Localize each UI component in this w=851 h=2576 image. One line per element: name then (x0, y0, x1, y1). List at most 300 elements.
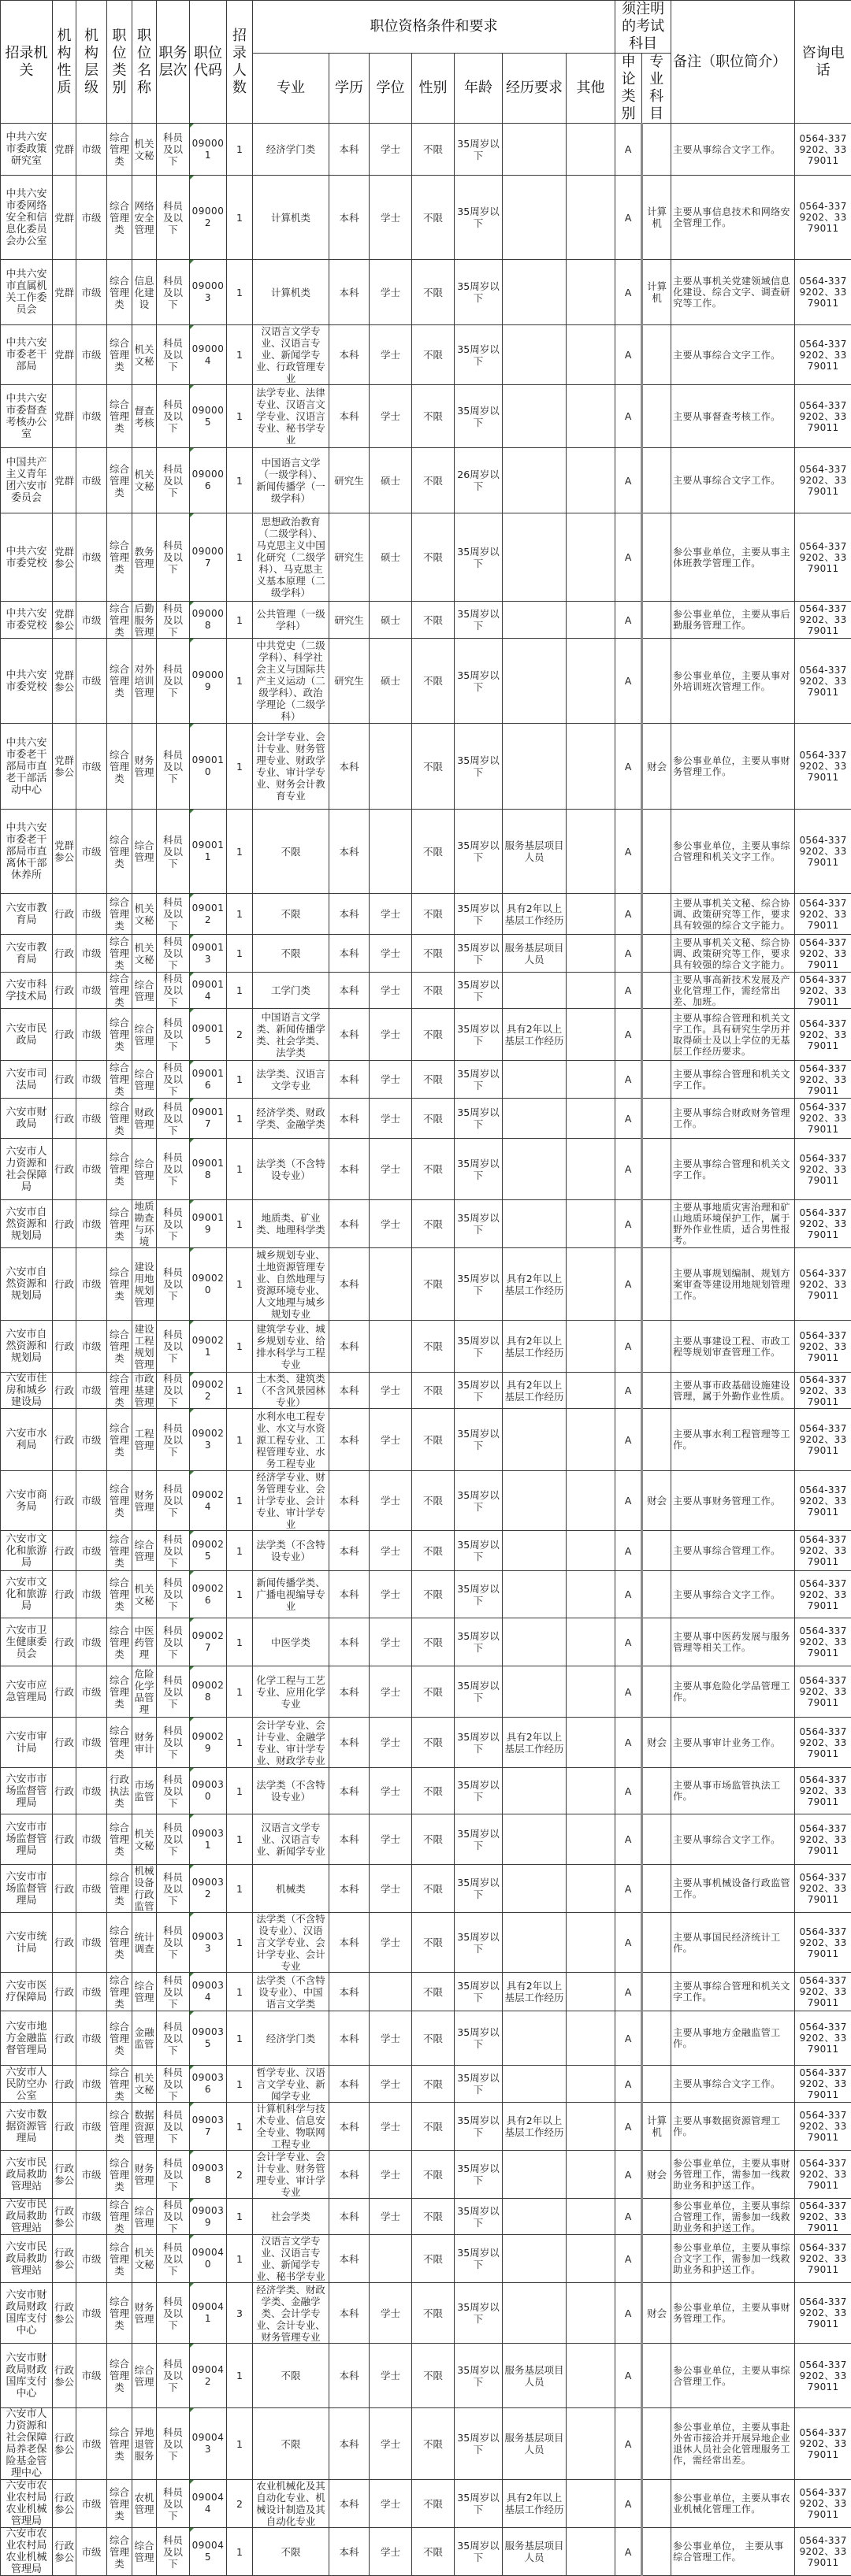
cell-rank: 科员及以下 (157, 2344, 190, 2408)
table-row (1, 2528, 851, 2576)
cell-count: 1 (227, 1618, 253, 1666)
cell-nature: 行政 (53, 1321, 76, 1373)
cell-gender: 不限 (412, 1373, 455, 1409)
table-row (1, 260, 851, 325)
cell-rank: 科员及以下 (157, 448, 190, 513)
cell-gender: 不限 (412, 385, 455, 448)
cell-org: 六安市人力资源和社会保障局 (1, 1139, 53, 1200)
cell-position: 财务管理 (132, 724, 157, 810)
cell-age: 35周岁以下 (455, 2235, 503, 2283)
cell-category: 综合管理类 (107, 513, 132, 602)
cell-essay-type: A (615, 1973, 642, 2011)
cell-nature: 行政 (53, 935, 76, 973)
table-row (1, 1768, 851, 1814)
cell-level: 市级 (76, 2480, 107, 2528)
cell-other (567, 935, 615, 973)
cell-org: 六安市人民防空办公室 (1, 2066, 53, 2103)
cell-count: 1 (227, 513, 253, 602)
cell-age: 35周岁以下 (455, 1373, 503, 1409)
cell-degree: 学士 (370, 1768, 412, 1814)
cell-code: 090019 (190, 1200, 227, 1248)
cell-level: 市级 (76, 724, 107, 810)
cell-count: 1 (227, 1373, 253, 1409)
table-row (1, 2235, 851, 2283)
cell-nature: 行政 (53, 1666, 76, 1718)
cell-essay-type: A (615, 639, 642, 724)
cell-experience: 服务基层项目人员 (503, 935, 567, 973)
cell-experience: 具有2年以上基层工作经历 (503, 1248, 567, 1321)
cell-count: 1 (227, 1248, 253, 1321)
cell-position: 网络安全管理 (132, 176, 157, 260)
cell-level: 市级 (76, 1061, 107, 1099)
cell-nature: 行政 (53, 1200, 76, 1248)
cell-degree: 学士 (370, 1099, 412, 1139)
cell-experience (503, 2066, 567, 2103)
cell-position: 机关文秘 (132, 1814, 157, 1865)
cell-essay-type: A (615, 1373, 642, 1409)
cell-major: 会计学专业、会计专业、财务管理专业、审计学专业 (253, 2151, 329, 2199)
table-row (1, 935, 851, 973)
cell-education: 本科 (329, 1009, 370, 1061)
cell-level: 市级 (76, 176, 107, 260)
table-row (1, 2480, 851, 2528)
cell-count: 1 (227, 1768, 253, 1814)
cell-experience: 具有2年以上基层工作经历 (503, 1718, 567, 1768)
cell-org: 六安市文化和旅游局 (1, 1571, 53, 1618)
cell-gender: 不限 (412, 724, 455, 810)
cell-position: 市政基建管理 (132, 1373, 157, 1409)
cell-level: 市级 (76, 448, 107, 513)
cell-nature: 行政 (53, 894, 76, 935)
cell-experience (503, 2151, 567, 2199)
cell-subject (642, 1248, 671, 1321)
cell-org: 六安市市场监督管理局 (1, 1768, 53, 1814)
cell-essay-type: A (615, 724, 642, 810)
cell-essay-type: A (615, 810, 642, 894)
cell-count: 1 (227, 724, 253, 810)
cell-major: 会计学专业、会计专业、金融学专业、审计学专业、财政学专业 (253, 1718, 329, 1768)
cell-degree: 学士 (370, 124, 412, 176)
cell-degree: 学士 (370, 1666, 412, 1718)
cell-gender: 不限 (412, 1139, 455, 1200)
cell-code: 090026 (190, 1571, 227, 1618)
cell-gender: 不限 (412, 1248, 455, 1321)
cell-subject (642, 2408, 671, 2480)
cell-nature: 行政参公 (53, 2480, 76, 2528)
cell-other (567, 639, 615, 724)
cell-degree: 学士 (370, 1571, 412, 1618)
cell-note: 参公事业单位，主要从事综合管理和机关文字工作。 (671, 810, 795, 894)
cell-phone: 0564-3379202、3379011 (795, 602, 851, 639)
cell-code: 090024 (190, 1471, 227, 1531)
cell-org: 六安市市场监督管理局 (1, 1814, 53, 1865)
cell-major: 机械类 (253, 1865, 329, 1913)
cell-other (567, 2528, 615, 2576)
cell-nature: 行政 (53, 1099, 76, 1139)
cell-note: 参公事业单位，主要从事综合管理工作。 (671, 2344, 795, 2408)
table-row (1, 2011, 851, 2066)
cell-other (567, 1009, 615, 1061)
table-row (1, 1531, 851, 1571)
table-row (1, 1718, 851, 1768)
cell-phone: 0564-3379202、3379011 (795, 2344, 851, 2408)
cell-experience (503, 2283, 567, 2344)
cell-nature: 行政 (53, 1009, 76, 1061)
cell-education: 本科 (329, 176, 370, 260)
cell-code: 090015 (190, 1009, 227, 1061)
cell-essay-type: A (615, 124, 642, 176)
cell-level: 市级 (76, 124, 107, 176)
cell-nature: 行政 (53, 1618, 76, 1666)
cell-nature: 党群 (53, 260, 76, 325)
cell-org: 六安市住房和城乡建设局 (1, 1373, 53, 1409)
cell-experience (503, 2235, 567, 2283)
cell-degree: 硕士 (370, 448, 412, 513)
cell-essay-type: A (615, 1571, 642, 1618)
table-row (1, 448, 851, 513)
cell-subject: 财会 (642, 1471, 671, 1531)
cell-phone: 0564-3379202、3379011 (795, 176, 851, 260)
cell-age: 35周岁以下 (455, 973, 503, 1009)
cell-level: 市级 (76, 1768, 107, 1814)
cell-level: 市级 (76, 1814, 107, 1865)
cell-age: 35周岁以下 (455, 1099, 503, 1139)
cell-position: 教务管理 (132, 513, 157, 602)
cell-degree: 学士 (370, 1913, 412, 1973)
table-row (1, 1618, 851, 1666)
cell-nature: 行政 (53, 1139, 76, 1200)
cell-age: 35周岁以下 (455, 2344, 503, 2408)
cell-age: 26周岁以下 (455, 448, 503, 513)
cell-other (567, 1321, 615, 1373)
cell-org: 六安市自然资源和规划局 (1, 1321, 53, 1373)
cell-subject: 计算机 (642, 260, 671, 325)
cell-other (567, 2480, 615, 2528)
cell-category: 综合管理类 (107, 124, 132, 176)
cell-note: 主要从事综合文字工作。 (671, 124, 795, 176)
cell-org: 六安市财政局财政国库支付中心 (1, 2344, 53, 2408)
cell-other (567, 1973, 615, 2011)
cell-age: 35周岁以下 (455, 176, 503, 260)
cell-gender: 不限 (412, 1061, 455, 1099)
cell-phone: 0564-3379202、3379011 (795, 2528, 851, 2576)
table-row (1, 2283, 851, 2344)
table-row (1, 325, 851, 385)
table-row (1, 1009, 851, 1061)
cell-essay-type: A (615, 1200, 642, 1248)
cell-subject (642, 1139, 671, 1200)
cell-category: 综合管理类 (107, 2151, 132, 2199)
cell-rank: 科员及以下 (157, 810, 190, 894)
table-row (1, 513, 851, 602)
cell-code: 090011 (190, 810, 227, 894)
cell-rank: 科员及以下 (157, 2199, 190, 2235)
cell-position: 财务管理 (132, 2283, 157, 2344)
cell-essay-type: A (615, 2235, 642, 2283)
cell-position: 农机管理 (132, 2480, 157, 2528)
cell-gender: 不限 (412, 1865, 455, 1913)
cell-essay-type: A (615, 1099, 642, 1139)
cell-gender: 不限 (412, 810, 455, 894)
header-count: 招录人数 (227, 1, 253, 124)
cell-note: 主要从事机关文秘、综合协调、政策研究等工作，要求具有较强的综合文字能力。 (671, 894, 795, 935)
header-other: 其他 (567, 54, 615, 124)
cell-education: 本科 (329, 2528, 370, 2576)
header-code: 职位代码 (190, 1, 227, 124)
cell-age: 35周岁以下 (455, 894, 503, 935)
cell-experience (503, 1139, 567, 1200)
cell-level: 市级 (76, 1009, 107, 1061)
cell-subject: 财会 (642, 1718, 671, 1768)
cell-subject (642, 1373, 671, 1409)
cell-education: 本科 (329, 1248, 370, 1321)
cell-nature: 党群 (53, 176, 76, 260)
cell-count: 2 (227, 2151, 253, 2199)
cell-subject (642, 2235, 671, 2283)
cell-gender: 不限 (412, 325, 455, 385)
cell-major: 汉语言文学专业、汉语言专业、新闻学专业、行政管理专业 (253, 325, 329, 385)
cell-position: 综合管理 (132, 810, 157, 894)
cell-category: 综合管理类 (107, 1618, 132, 1666)
cell-position: 中医药管理 (132, 1618, 157, 1666)
cell-category: 综合管理类 (107, 2199, 132, 2235)
cell-code: 090010 (190, 724, 227, 810)
cell-rank: 科员及以下 (157, 1666, 190, 1718)
cell-note: 主要从事市政基础设施建设管理，属于外勤作业性质。 (671, 1373, 795, 1409)
cell-org: 六安市水利局 (1, 1409, 53, 1471)
cell-note: 主要从事综合文字工作。 (671, 448, 795, 513)
cell-category: 综合管理类 (107, 2103, 132, 2151)
table-row (1, 1814, 851, 1865)
cell-rank: 科员及以下 (157, 894, 190, 935)
cell-note: 主要从事综合管理和机关文字工作。 (671, 1061, 795, 1099)
cell-age: 35周岁以下 (455, 1009, 503, 1061)
cell-experience: 具有2年以上基层工作经历 (503, 2480, 567, 2528)
cell-code: 090033 (190, 1913, 227, 1973)
cell-note: 主要从事综合文字工作。 (671, 2066, 795, 2103)
cell-education: 本科 (329, 1061, 370, 1099)
cell-other (567, 1471, 615, 1531)
cell-degree (370, 1973, 412, 2011)
cell-other (567, 1409, 615, 1471)
cell-other (567, 894, 615, 935)
cell-org: 六安市财政局财政国库支付中心 (1, 2283, 53, 2344)
cell-org: 中共六安市直属机关工作委员会 (1, 260, 53, 325)
cell-age: 35周岁以下 (455, 1814, 503, 1865)
cell-org: 六安市人力资源和社会保障局养老保险基金管理中心 (1, 2408, 53, 2480)
cell-position: 综合管理 (132, 2199, 157, 2235)
cell-degree: 学士 (370, 1718, 412, 1768)
table-row (1, 1061, 851, 1099)
cell-count: 1 (227, 2066, 253, 2103)
cell-rank: 科员及以下 (157, 1618, 190, 1666)
table-row (1, 1139, 851, 1200)
cell-level: 市级 (76, 2066, 107, 2103)
cell-age: 35周岁以下 (455, 1200, 503, 1248)
cell-note: 参公事业单位，主要从事综合文字工作，需参加一线救助业务和护送工作。 (671, 2235, 795, 2283)
cell-major: 计算机类 (253, 260, 329, 325)
table-row (1, 1571, 851, 1618)
cell-category: 综合管理类 (107, 2011, 132, 2066)
cell-subject (642, 1865, 671, 1913)
cell-category: 综合管理类 (107, 1973, 132, 2011)
cell-level: 市级 (76, 1200, 107, 1248)
cell-education: 研究生 (329, 602, 370, 639)
cell-note: 主要从事机关党建领域信息化建设、综合文字、调查研究等工作。 (671, 260, 795, 325)
cell-other (567, 385, 615, 448)
cell-phone: 0564-3379202、3379011 (795, 1409, 851, 1471)
cell-note: 主要从事财务管理工作。 (671, 1471, 795, 1531)
cell-rank: 科员及以下 (157, 513, 190, 602)
cell-degree (370, 1248, 412, 1321)
header-phone: 咨询电话 (795, 1, 851, 124)
cell-position: 机关文秘 (132, 1571, 157, 1618)
cell-major: 社会学类 (253, 2199, 329, 2235)
cell-code: 090018 (190, 1139, 227, 1200)
cell-position: 财务管理 (132, 1471, 157, 1531)
cell-org: 六安市民政局救助管理站 (1, 2199, 53, 2235)
cell-subject (642, 2528, 671, 2576)
cell-other (567, 2066, 615, 2103)
cell-degree: 硕士 (370, 602, 412, 639)
cell-code: 090028 (190, 1666, 227, 1718)
cell-nature: 行政参公 (53, 2344, 76, 2408)
cell-phone: 0564-3379202、3379011 (795, 2283, 851, 2344)
cell-degree (370, 1321, 412, 1373)
cell-nature: 行政 (53, 1373, 76, 1409)
cell-count: 1 (227, 2528, 253, 2576)
cell-category: 综合管理类 (107, 176, 132, 260)
cell-phone: 0564-3379202、3379011 (795, 1571, 851, 1618)
cell-age: 35周岁以下 (455, 1409, 503, 1471)
cell-code: 090012 (190, 894, 227, 935)
cell-code: 090042 (190, 2344, 227, 2408)
cell-other (567, 2011, 615, 2066)
cell-education: 本科 (329, 1099, 370, 1139)
cell-education: 研究生 (329, 448, 370, 513)
cell-phone: 0564-3379202、3379011 (795, 2103, 851, 2151)
cell-other (567, 2103, 615, 2151)
cell-note: 参公事业单位，主要从事农业机械化管理工作。 (671, 2480, 795, 2528)
cell-rank: 科员及以下 (157, 1061, 190, 1099)
cell-org: 中共六安市委党校 (1, 639, 53, 724)
cell-count: 1 (227, 2344, 253, 2408)
cell-major: 经济学类、财政学类、金融学类、会计学专业、会计专业、财务管理专业 (253, 2283, 329, 2344)
cell-rank: 科员及以下 (157, 2283, 190, 2344)
cell-code: 090041 (190, 2283, 227, 2344)
cell-level: 市级 (76, 1471, 107, 1531)
cell-education: 本科 (329, 1865, 370, 1913)
table-row (1, 1666, 851, 1718)
cell-degree: 学士 (370, 2066, 412, 2103)
cell-gender: 不限 (412, 2151, 455, 2199)
cell-count: 1 (227, 1666, 253, 1718)
cell-gender: 不限 (412, 1768, 455, 1814)
table-row (1, 724, 851, 810)
cell-phone: 0564-3379202、3379011 (795, 1913, 851, 1973)
cell-other (567, 810, 615, 894)
cell-phone: 0564-3379202、3379011 (795, 2199, 851, 2235)
cell-code: 090006 (190, 448, 227, 513)
cell-org: 六安市自然资源和规划局 (1, 1248, 53, 1321)
cell-essay-type: A (615, 602, 642, 639)
table-row (1, 973, 851, 1009)
cell-note: 主要从事地质灾害治理和矿山地质环境保护工作，属于野外作业性质，适合男性报考。 (671, 1200, 795, 1248)
cell-education: 本科 (329, 2408, 370, 2480)
cell-position: 财务管理 (132, 2151, 157, 2199)
cell-essay-type: A (615, 2199, 642, 2235)
cell-subject (642, 2066, 671, 2103)
cell-level: 市级 (76, 1248, 107, 1321)
cell-rank: 科员及以下 (157, 1865, 190, 1913)
cell-major: 经济学专业、财务管理专业、会计学专业、会计专业、审计学专业 (253, 1471, 329, 1531)
cell-other (567, 1531, 615, 1571)
cell-nature: 行政 (53, 2103, 76, 2151)
cell-count: 1 (227, 1321, 253, 1373)
cell-phone: 0564-3379202、3379011 (795, 1321, 851, 1373)
cell-note: 主要从事建设工程、市政工程等规划审查管理工作。 (671, 1321, 795, 1373)
cell-org: 六安市数据资源管理局 (1, 2103, 53, 2151)
cell-level: 市级 (76, 894, 107, 935)
cell-level: 市级 (76, 2408, 107, 2480)
cell-major: 法学类（不含特设专业）、汉语言文学专业、会计学专业、会计专业 (253, 1913, 329, 1973)
cell-rank: 科员及以下 (157, 2103, 190, 2151)
cell-nature: 行政 (53, 1471, 76, 1531)
cell-phone: 0564-3379202、3379011 (795, 260, 851, 325)
cell-nature: 行政 (53, 1973, 76, 2011)
cell-note: 主要从事高新技术发展及产业化管理工作，需经常出差、加班。 (671, 973, 795, 1009)
cell-level: 市级 (76, 1409, 107, 1471)
table-row (1, 2408, 851, 2480)
cell-nature: 行政参公 (53, 2283, 76, 2344)
cell-rank: 科员及以下 (157, 1471, 190, 1531)
cell-experience (503, 1768, 567, 1814)
cell-phone: 0564-3379202、3379011 (795, 2480, 851, 2528)
cell-education: 本科 (329, 325, 370, 385)
cell-gender: 不限 (412, 1718, 455, 1768)
cell-major: 中国语言文学（一级学科）、新闻传播学（一级学科） (253, 448, 329, 513)
table-row (1, 1409, 851, 1471)
cell-rank: 科员及以下 (157, 1718, 190, 1768)
cell-gender: 不限 (412, 1666, 455, 1718)
cell-major: 中共党史（二级学科）、科学社会主义与国际共产主义运动（二级学科）、政治学理论（二级学科） (253, 639, 329, 724)
cell-gender: 不限 (412, 1200, 455, 1248)
cell-essay-type: A (615, 1814, 642, 1865)
cell-gender: 不限 (412, 2408, 455, 2480)
cell-other (567, 325, 615, 385)
cell-count: 3 (227, 2283, 253, 2344)
header-note: 备注（职位简介） (671, 1, 795, 124)
cell-experience (503, 602, 567, 639)
cell-phone: 0564-3379202、3379011 (795, 2235, 851, 2283)
cell-nature: 行政 (53, 973, 76, 1009)
cell-other (567, 260, 615, 325)
cell-other (567, 1768, 615, 1814)
cell-nature: 党群 (53, 124, 76, 176)
cell-category: 综合管理类 (107, 1666, 132, 1718)
cell-age: 35周岁以下 (455, 935, 503, 973)
cell-rank: 科员及以下 (157, 973, 190, 1009)
cell-count: 1 (227, 935, 253, 973)
cell-subject (642, 1768, 671, 1814)
header-age: 年龄 (455, 54, 503, 124)
cell-essay-type: A (615, 2103, 642, 2151)
cell-rank: 科员及以下 (157, 1913, 190, 1973)
header-degree: 学位 (370, 54, 412, 124)
cell-phone: 0564-3379202、3379011 (795, 2408, 851, 2480)
cell-subject (642, 1666, 671, 1718)
cell-experience (503, 1666, 567, 1718)
